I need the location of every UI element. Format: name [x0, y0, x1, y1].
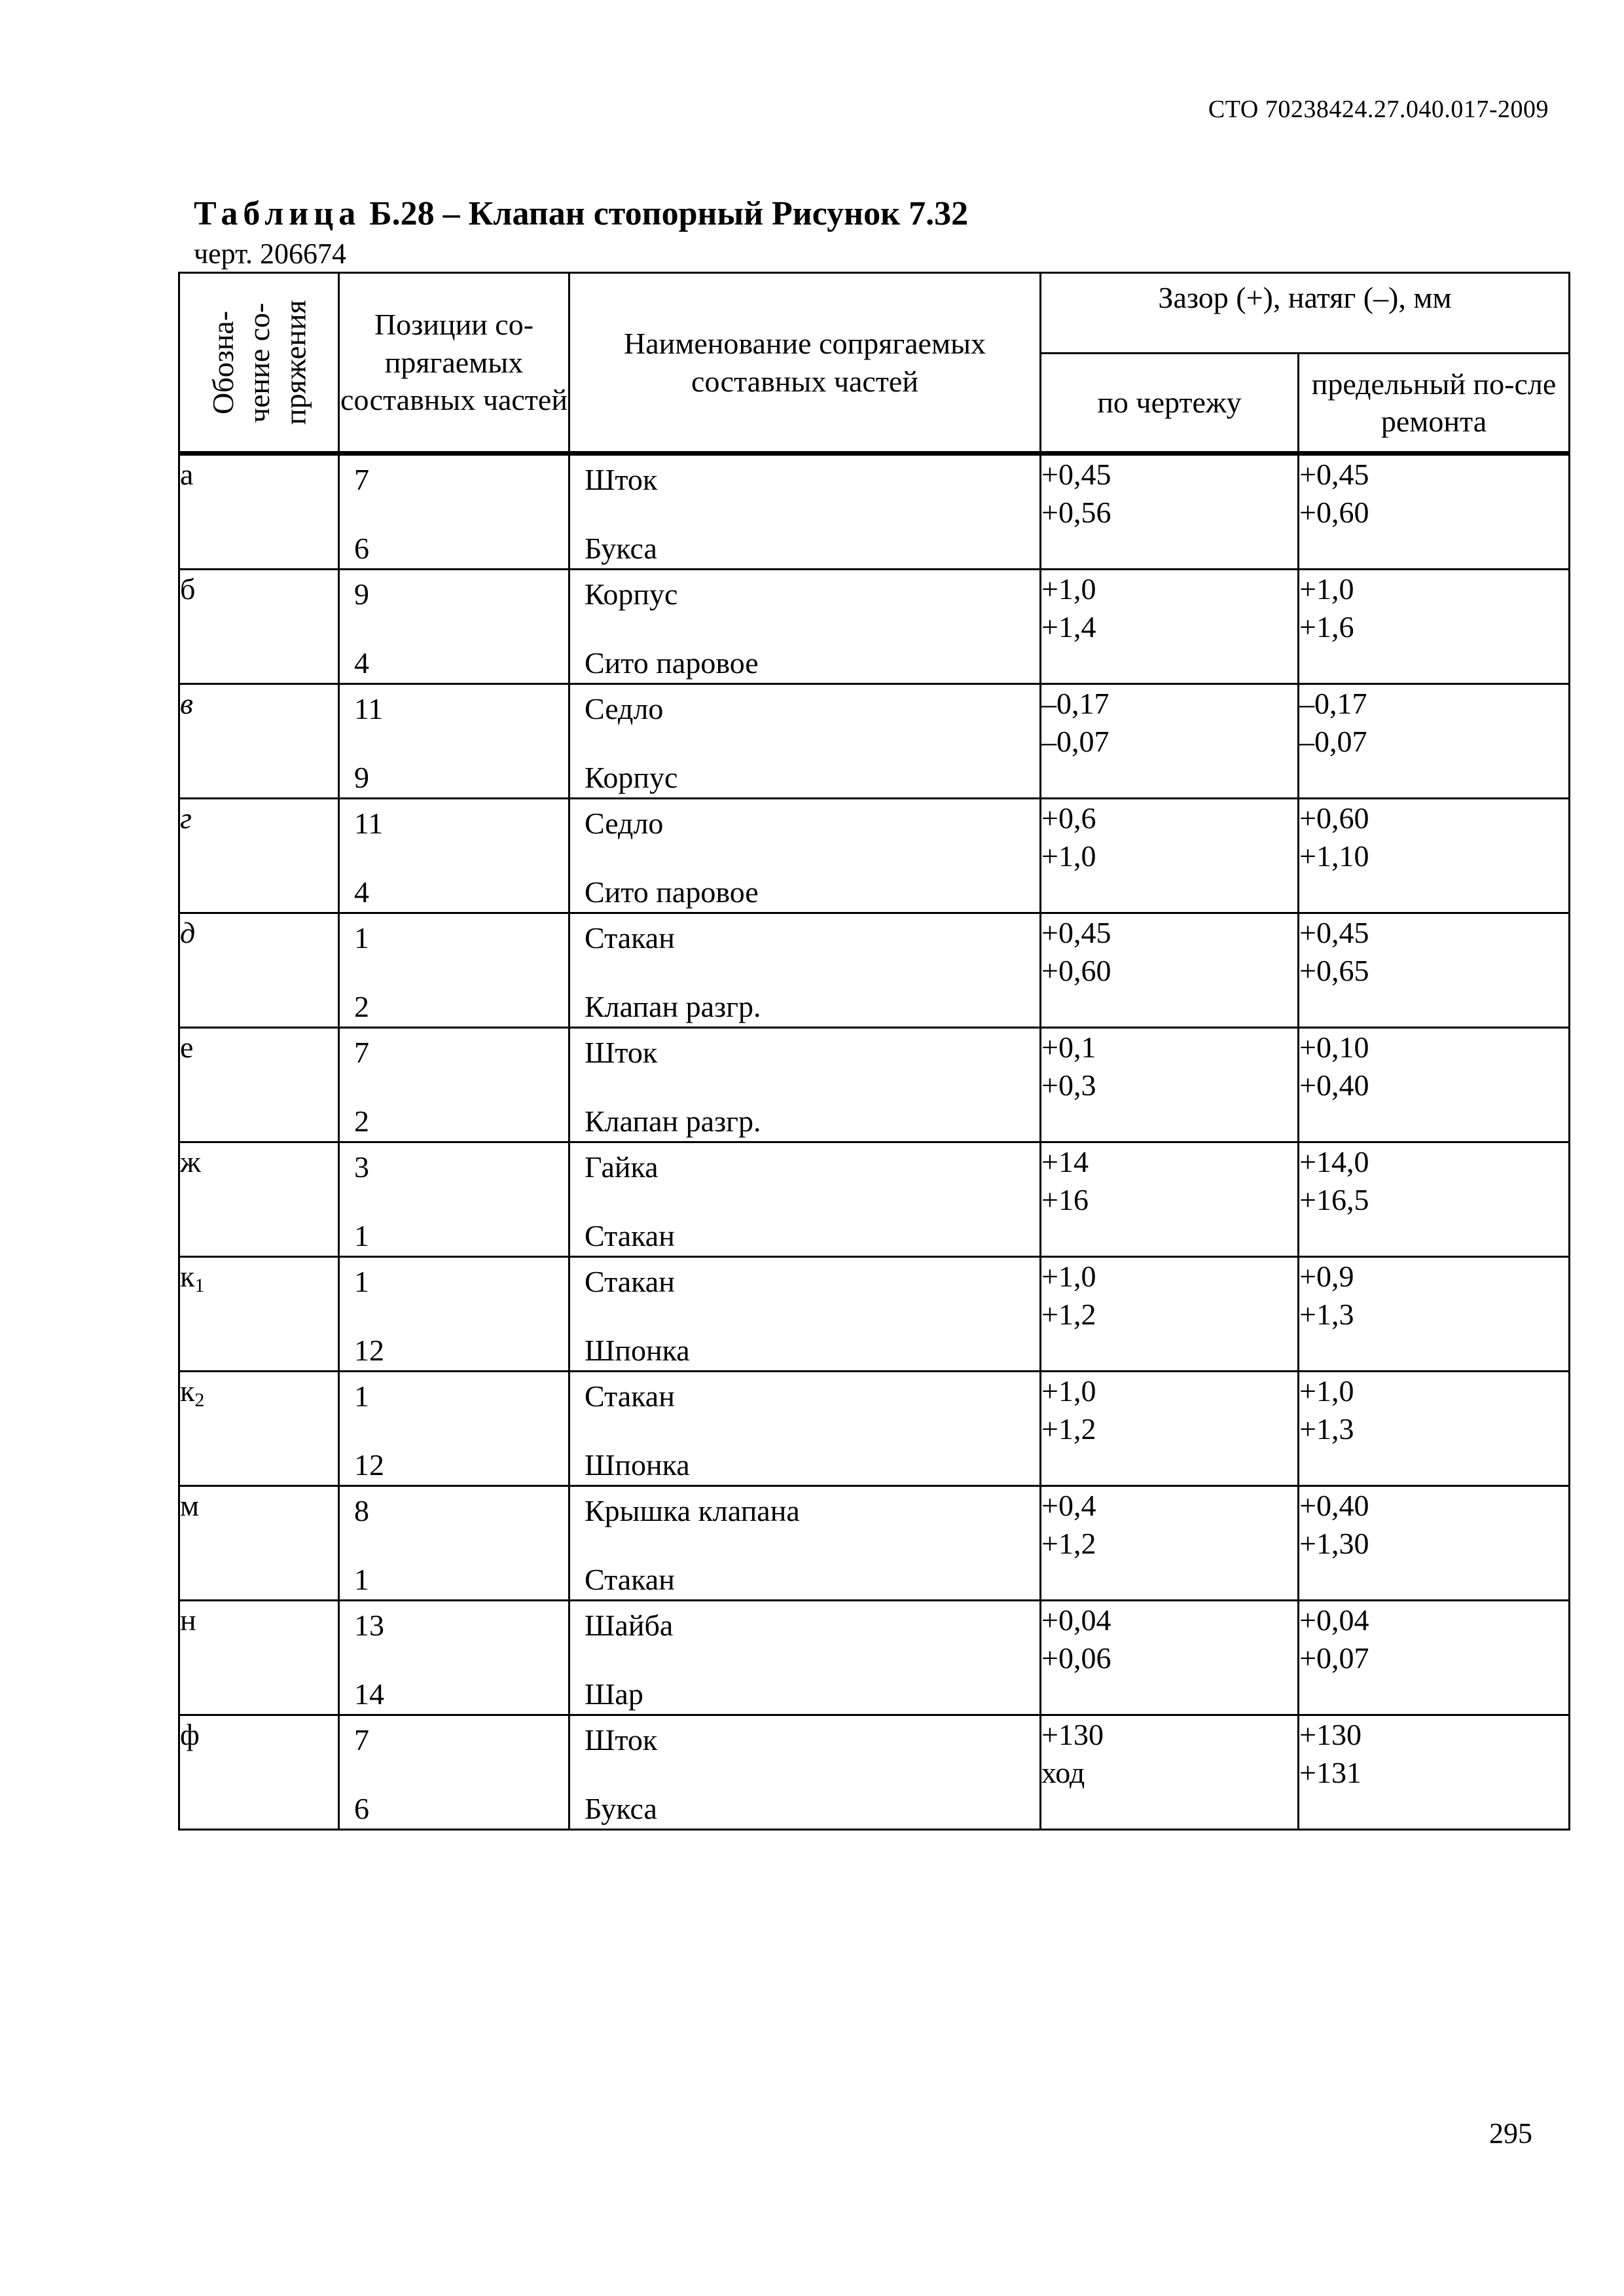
- positions-cell: [339, 1486, 569, 1601]
- header-name: Наименование сопрягаемых составных частей: [569, 273, 1041, 454]
- limit-value-max: +1,6: [1299, 610, 1354, 644]
- drawing-value-max: +1,4: [1041, 610, 1096, 644]
- positions-cell: [339, 799, 569, 913]
- part-name-first: Стакан: [585, 1379, 675, 1413]
- limit-value-min: +0,10: [1299, 1030, 1369, 1064]
- drawing-value-max: +0,06: [1041, 1641, 1111, 1675]
- drawing-values-cell: [1041, 913, 1299, 1028]
- drawing-value-min: +0,1: [1041, 1030, 1096, 1064]
- limit-value-min: +1,0: [1299, 572, 1354, 606]
- designation-cell: [179, 1715, 339, 1830]
- drawing-values-cell: [1041, 1601, 1299, 1715]
- names-cell: [569, 1257, 1041, 1372]
- position-second: 4: [354, 646, 369, 680]
- limit-values-cell: [1299, 1372, 1570, 1486]
- limit-value-max: +0,40: [1299, 1068, 1369, 1102]
- part-name-first: Гайка: [585, 1150, 659, 1184]
- drawing-values-cell: [1041, 1486, 1299, 1601]
- drawing-value-min: +1,0: [1041, 1260, 1096, 1293]
- designation-cell: [179, 913, 339, 1028]
- position-second: 1: [354, 1562, 369, 1596]
- table-row: [179, 1715, 1570, 1830]
- position-first: 9: [354, 577, 369, 611]
- header-limit: предельный по-сле ремонта: [1299, 354, 1570, 454]
- drawing-value-min: +0,45: [1041, 458, 1111, 491]
- drawing-values-cell: [1041, 1142, 1299, 1257]
- drawing-values-cell: [1041, 684, 1299, 799]
- designation-letter: н: [180, 1603, 196, 1637]
- limit-value-min: +0,9: [1299, 1260, 1354, 1293]
- designation-cell: [179, 454, 339, 570]
- part-name-first: Стакан: [585, 921, 675, 955]
- table-body: [179, 454, 1570, 1830]
- limit-values-cell: [1299, 1257, 1570, 1372]
- limit-values-cell: [1299, 570, 1570, 684]
- part-name-second: Шпонка: [585, 1333, 690, 1367]
- drawing-value-min: +14: [1041, 1145, 1089, 1178]
- limit-value-min: +0,45: [1299, 916, 1369, 949]
- part-name-first: Шток: [585, 463, 658, 496]
- positions-cell: [339, 684, 569, 799]
- designation-letter: д: [180, 916, 196, 949]
- position-first: 1: [354, 1379, 369, 1413]
- drawing-value-max: +0,60: [1041, 953, 1111, 987]
- positions-cell: [339, 454, 569, 570]
- designation-cell: [179, 1486, 339, 1601]
- designation-cell: [179, 1142, 339, 1257]
- positions-cell: [339, 570, 569, 684]
- drawing-value-max: +0,56: [1041, 495, 1111, 529]
- drawing-value-max: +1,2: [1041, 1526, 1096, 1560]
- positions-cell: [339, 1601, 569, 1715]
- drawing-values-cell: [1041, 1715, 1299, 1830]
- drawing-value-max: +16: [1041, 1182, 1089, 1216]
- limit-value-max: –0,07: [1299, 724, 1367, 758]
- header-drawing: по чертежу: [1041, 354, 1299, 454]
- limit-value-min: +0,45: [1299, 458, 1369, 491]
- limit-value-min: –0,17: [1299, 687, 1367, 720]
- part-name-second: Сито паровое: [585, 875, 759, 909]
- limit-value-max: +0,60: [1299, 495, 1369, 529]
- table-row: [179, 913, 1570, 1028]
- designation-cell: [179, 684, 339, 799]
- part-name-first: Седло: [585, 807, 664, 840]
- header-designation: [179, 273, 339, 454]
- designation-cell: [179, 799, 339, 913]
- limit-value-max: +0,07: [1299, 1641, 1369, 1675]
- designation-cell: [179, 1257, 339, 1372]
- drawing-value-max: +0,3: [1041, 1068, 1096, 1102]
- limit-value-max: +1,3: [1299, 1297, 1354, 1331]
- drawing-values-cell: [1041, 1028, 1299, 1142]
- limit-value-min: +1,0: [1299, 1374, 1354, 1408]
- part-name-first: Шайба: [585, 1609, 674, 1642]
- position-second: 6: [354, 531, 369, 565]
- position-second: 14: [354, 1677, 384, 1711]
- table-header-row: [179, 273, 1570, 354]
- drawing-value-max: +1,2: [1041, 1412, 1096, 1446]
- table-row: [179, 1142, 1570, 1257]
- part-name-first: Крышка клапана: [585, 1494, 800, 1527]
- position-second: 12: [354, 1333, 384, 1367]
- table-row: [179, 454, 1570, 570]
- limit-values-cell: [1299, 1715, 1570, 1830]
- table-row: [179, 1601, 1570, 1715]
- position-first: 11: [354, 692, 384, 725]
- limit-values-cell: [1299, 1486, 1570, 1601]
- header-positions: Позиции со-прягаемых составных частей: [339, 273, 569, 454]
- limit-value-min: +130: [1299, 1718, 1362, 1751]
- names-cell: [569, 1601, 1041, 1715]
- limit-value-max: +1,10: [1299, 839, 1369, 873]
- positions-cell: [339, 1715, 569, 1830]
- part-name-first: Шток: [585, 1036, 658, 1069]
- drawing-value-min: +1,0: [1041, 1374, 1096, 1408]
- part-name-second: Корпус: [585, 760, 678, 794]
- names-cell: [569, 1486, 1041, 1601]
- part-name-second: Букса: [585, 1791, 657, 1825]
- position-first: 7: [354, 463, 369, 496]
- table-row: [179, 799, 1570, 913]
- table-row: [179, 1372, 1570, 1486]
- designation-subscript: 1: [194, 1275, 205, 1296]
- table-row: [179, 1257, 1570, 1372]
- part-name-second: Клапан разгр.: [585, 989, 761, 1023]
- part-name-second: Шар: [585, 1677, 643, 1711]
- position-first: 13: [354, 1609, 384, 1642]
- position-first: 1: [354, 1265, 369, 1298]
- position-second: 6: [354, 1791, 369, 1825]
- part-name-first: Седло: [585, 692, 664, 725]
- part-name-second: Клапан разгр.: [585, 1104, 761, 1138]
- position-second: 1: [354, 1218, 369, 1252]
- part-name-first: Стакан: [585, 1265, 675, 1298]
- drawing-value-min: +130: [1041, 1718, 1104, 1751]
- names-cell: [569, 913, 1041, 1028]
- drawing-values-cell: [1041, 799, 1299, 913]
- positions-cell: [339, 1028, 569, 1142]
- drawing-values-cell: [1041, 570, 1299, 684]
- document-code: СТО 70238424.27.040.017-2009: [1208, 96, 1549, 123]
- designation-cell: [179, 1601, 339, 1715]
- drawing-value-max: ход: [1041, 1755, 1085, 1789]
- position-second: 12: [354, 1448, 384, 1482]
- designation-cell: [179, 1028, 339, 1142]
- positions-cell: [339, 913, 569, 1028]
- position-second: 9: [354, 760, 369, 794]
- drawing-value-min: –0,17: [1041, 687, 1110, 720]
- limit-values-cell: [1299, 913, 1570, 1028]
- page-number: 295: [1489, 2117, 1532, 2149]
- limit-value-max: +16,5: [1299, 1182, 1369, 1216]
- table-title: [194, 194, 968, 233]
- names-cell: [569, 454, 1041, 570]
- designation-cell: [179, 570, 339, 684]
- drawing-value-min: +0,04: [1041, 1603, 1111, 1637]
- header-designation-text: Обозна-чение со-пряжения: [206, 300, 312, 425]
- names-cell: [569, 799, 1041, 913]
- designation-letter: к: [180, 1374, 195, 1408]
- table-row: [179, 1028, 1570, 1142]
- drawing-value-min: +0,45: [1041, 916, 1111, 949]
- drawing-values-cell: [1041, 1257, 1299, 1372]
- designation-letter: е: [180, 1030, 194, 1064]
- names-cell: [569, 1715, 1041, 1830]
- designation-subscript: 2: [194, 1389, 205, 1411]
- position-first: 7: [354, 1036, 369, 1069]
- drawing-value-min: +1,0: [1041, 572, 1096, 606]
- table-row: [179, 684, 1570, 799]
- designation-cell: [179, 1372, 339, 1486]
- table-title-prefix: Таблица: [194, 195, 361, 232]
- table-title-main: Б.28 – Клапан стопорный Рисунок 7.32: [361, 195, 969, 232]
- limit-values-cell: [1299, 1601, 1570, 1715]
- position-second: 4: [354, 875, 369, 909]
- names-cell: [569, 1028, 1041, 1142]
- table-row: [179, 1486, 1570, 1601]
- designation-letter: ф: [180, 1718, 200, 1751]
- position-second: 2: [354, 989, 369, 1023]
- limit-value-min: +14,0: [1299, 1145, 1369, 1178]
- designation-letter: г: [180, 801, 192, 835]
- part-name-second: Стакан: [585, 1562, 675, 1596]
- limit-value-max: +1,30: [1299, 1526, 1369, 1560]
- drawing-value-max: +1,2: [1041, 1297, 1096, 1331]
- positions-cell: [339, 1372, 569, 1486]
- position-second: 2: [354, 1104, 369, 1138]
- position-first: 7: [354, 1723, 369, 1757]
- designation-letter: в: [180, 687, 193, 720]
- part-name-second: Шпонка: [585, 1448, 690, 1482]
- limit-value-min: +0,04: [1299, 1603, 1369, 1637]
- names-cell: [569, 570, 1041, 684]
- part-name-second: Букса: [585, 531, 657, 565]
- designation-letter: к: [180, 1260, 195, 1293]
- names-cell: [569, 1142, 1041, 1257]
- limit-values-cell: [1299, 684, 1570, 799]
- limit-value-max: +131: [1299, 1755, 1362, 1789]
- header-gap-group: Зазор (+), натяг (–), мм: [1041, 273, 1570, 354]
- part-name-second: Сито паровое: [585, 646, 759, 680]
- limit-values-cell: [1299, 454, 1570, 570]
- part-name-first: Шток: [585, 1723, 658, 1757]
- positions-cell: [339, 1257, 569, 1372]
- drawing-value-max: –0,07: [1041, 724, 1110, 758]
- part-name-first: Корпус: [585, 577, 678, 611]
- limit-value-min: +0,40: [1299, 1489, 1369, 1522]
- limit-value-max: +1,3: [1299, 1412, 1354, 1446]
- position-first: 3: [354, 1150, 369, 1184]
- names-cell: [569, 1372, 1041, 1486]
- part-name-second: Стакан: [585, 1218, 675, 1252]
- position-first: 11: [354, 807, 384, 840]
- limit-values-cell: [1299, 1028, 1570, 1142]
- table-row: [179, 570, 1570, 684]
- designation-letter: ж: [180, 1145, 201, 1178]
- table-subtitle: черт. 206674: [194, 238, 346, 270]
- limit-value-min: +0,60: [1299, 801, 1369, 835]
- drawing-value-min: +0,6: [1041, 801, 1096, 835]
- position-first: 8: [354, 1494, 369, 1527]
- drawing-value-max: +1,0: [1041, 839, 1096, 873]
- limit-value-max: +0,65: [1299, 953, 1369, 987]
- positions-cell: [339, 1142, 569, 1257]
- drawing-values-cell: [1041, 454, 1299, 570]
- designation-letter: б: [180, 572, 196, 606]
- drawing-values-cell: [1041, 1372, 1299, 1486]
- designation-letter: а: [180, 458, 194, 491]
- designation-letter: м: [180, 1489, 200, 1522]
- limit-values-cell: [1299, 1142, 1570, 1257]
- drawing-value-min: +0,4: [1041, 1489, 1096, 1522]
- names-cell: [569, 684, 1041, 799]
- limit-values-cell: [1299, 799, 1570, 913]
- fit-table: [178, 272, 1570, 1831]
- position-first: 1: [354, 921, 369, 955]
